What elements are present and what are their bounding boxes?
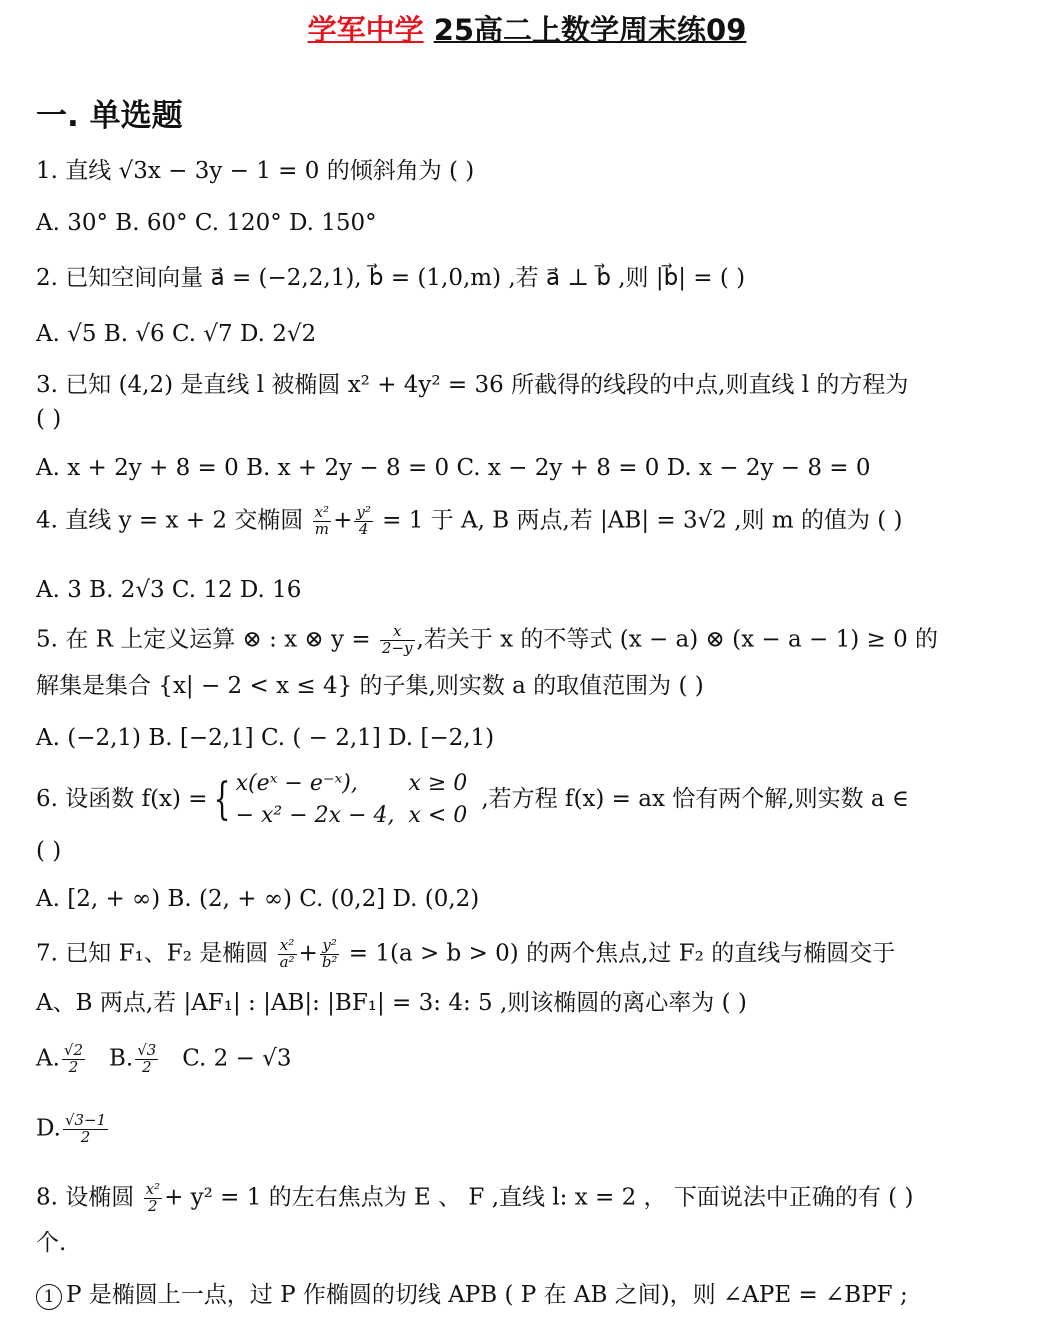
- fraction-sqrt2-over-2: $\frac{√2}{2}$: [63, 1041, 84, 1076]
- question-8-stem-a: 8. 设椭圆: [36, 1184, 135, 1211]
- question-6-stem-a: 6. 设函数 f(x) =: [36, 785, 208, 812]
- question-8-stem: [36, 1182, 913, 1215]
- fraction-sqrt3-minus-1-over-2: $\frac{√3-1}{2}$: [64, 1111, 107, 1146]
- question-4-stem: 4. 直线 y = x + 2 交椭圆 $\frac{\text{x²}}{m}$ + $\frac{\text{y²}}{4}$ = 1 于 A, B 两点,若 |AB| = 3√2 ,则 m 的值为 ( ): [36, 503, 903, 538]
- question-5-stem-a: 5. 在 R 上定义运算 ⊗ : x ⊗ y =: [36, 626, 371, 653]
- question-5-stem: [36, 624, 938, 657]
- fraction-x2-over-a2: $\frac{\text{x²}}{\text{a²}}$: [279, 936, 295, 971]
- question-1-stem: 1. 直线 √3x − 3y − 1 = 0 的倾斜角为 ( ): [36, 158, 475, 184]
- question-4-stem-a: 4. 直线 y = x + 2 交椭圆: [36, 507, 304, 534]
- question-3-options: A. x + 2y + 8 = 0 B. x + 2y − 8 = 0 C. x − 2y + 8 = 0 D. x − 2y − 8 = 0: [36, 455, 871, 481]
- question-7-option-d: D. $\frac{√3-1}{2}$: [36, 1111, 107, 1146]
- question-1-options: A. 30° B. 60° C. 120° D. 150°: [36, 210, 377, 236]
- fraction-x-over-2-minus-y: $\frac{x}{2-y}$: [381, 622, 413, 657]
- fraction-x2-over-2: $\frac{\text{x²}}{2}$: [145, 1180, 161, 1215]
- page-title: [0, 8, 1054, 49]
- question-5-stem-cont: 解集是集合 {x| − 2 < x ≤ 4} 的子集,则实数 a 的取值范围为 ( ): [36, 673, 704, 699]
- question-3-stem-cont: ( ): [36, 406, 62, 432]
- question-5-stem-b: ,若关于 x 的不等式 (x − a) ⊗ (x − a − 1) ≥ 0 的: [416, 626, 939, 653]
- question-8-item-1-text: P 是椭圆上一点，过 P 作椭圆的切线 APB ( P 在 AB 之间)，则 ∠APE = ∠BPF ;: [66, 1282, 908, 1308]
- question-4-stem-b: = 1 于 A, B 两点,若 |AB| = 3√2 ,则 m 的值为 ( ): [382, 507, 903, 534]
- circled-number-1: 1: [36, 1284, 62, 1310]
- fraction-sqrt3-over-2: $\frac{√3}{2}$: [137, 1041, 157, 1076]
- case-1-expr: x(eˣ − e⁻ˣ),: [235, 771, 358, 796]
- section-heading: 一. 单选题: [36, 98, 183, 134]
- question-6-stem: [36, 768, 909, 832]
- fraction-x2-over-m: $\frac{\text{x²}}{m}$: [314, 503, 330, 538]
- question-7-stem-cont: A、B 两点,若 |AF₁| : |AB|: |BF₁| = 3: 4: 5 ,则该椭圆的离心率为 ( ): [36, 990, 747, 1016]
- case-1-cond: x ≥ 0: [408, 771, 468, 796]
- question-8-item-1: [36, 1284, 908, 1310]
- question-7-stem: 7. 已知 F₁、F₂ 是椭圆 $\frac{\text{x²}}{\text{a²}}$ + $\frac{\text{y²}}{\text{b²}}$ = 1(a > b > 0) 的两个焦点,过 F₂ 的直线与椭圆交于: [36, 936, 896, 971]
- question-4-options: A. 3 B. 2√3 C. 12 D. 16: [36, 577, 302, 603]
- case-2-expr: − x² − 2x − 4,: [235, 802, 395, 828]
- question-7-stem-b: = 1(a > b > 0) 的两个焦点,过 F₂ 的直线与椭圆交于: [348, 940, 896, 967]
- fraction-y2-over-b2: $\frac{\text{y²}}{\text{b²}}$: [321, 936, 338, 971]
- question-2-stem: 2. 已知空间向量 a⃗ = (−2,2,1), b⃗ = (1,0,m) ,若 a⃗ ⊥ b⃗ ,则 |b⃗| = ( ): [36, 265, 746, 291]
- question-3-stem: 3. 已知 (4,2) 是直线 l 被椭圆 x² + 4y² = 36 所截得的线段的中点,则直线 l 的方程为: [36, 372, 909, 398]
- question-6-options: A. [2, + ∞) B. (2, + ∞) C. (0,2] D. (0,2): [36, 886, 480, 912]
- left-brace: {: [213, 773, 230, 825]
- paper-title: 25高二上数学周末练09: [433, 13, 747, 47]
- piecewise-cases: [236, 768, 482, 832]
- case-2-cond: x < 0: [408, 802, 468, 828]
- question-8-stem-b: + y² = 1 的左右焦点为 E 、 F ,直线 l: x = 2 ， 下面说法中正确的有 ( ): [164, 1184, 914, 1211]
- question-6-stem-b: ,若方程 f(x) = ax 恰有两个解,则实数 a ∈: [481, 785, 909, 812]
- question-6-stem-cont: ( ): [36, 838, 62, 864]
- question-7-options: A. $\frac{√2}{2}$ B. $\frac{√3}{2}$ C. 2 − √3: [36, 1041, 292, 1076]
- question-8-stem-cont: 个.: [36, 1230, 67, 1256]
- question-5-options: A. (−2,1) B. [−2,1] C. ( − 2,1] D. [−2,1): [36, 725, 495, 751]
- school-name: 学军中学: [307, 13, 424, 47]
- fraction-y2-over-4: $\frac{\text{y²}}{4}$: [356, 503, 371, 538]
- question-2-options: A. √5 B. √6 C. √7 D. 2√2: [36, 321, 317, 347]
- question-7-stem-a: 7. 已知 F₁、F₂ 是椭圆: [36, 940, 269, 967]
